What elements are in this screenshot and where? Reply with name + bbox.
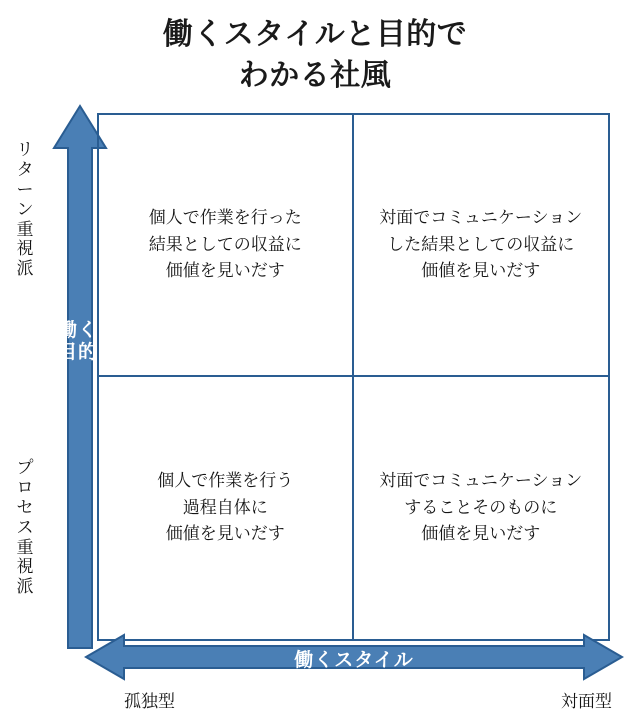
v-top-char-2: ー (16, 179, 34, 199)
quadrant-top-right-line-1: 対面でコミュニケーション (379, 208, 583, 228)
vertical-axis-bottom-label (12, 458, 38, 597)
quadrant-matrix (97, 113, 610, 641)
quadrant-bottom-right-line-3: 価値を見いだす (421, 524, 541, 544)
horizontal-axis-right-label: 対面型 (561, 692, 612, 711)
v-top-char-3: ン (16, 199, 34, 219)
v-top-char-6: 派 (16, 259, 34, 279)
v-top-char-4: 重 (16, 219, 34, 239)
v-top-char-5: 視 (16, 239, 34, 259)
quadrant-bottom-right (354, 377, 609, 639)
quadrant-top-right (354, 115, 609, 377)
vertical-axis-inner-label-line-1: 働く (57, 320, 98, 341)
v-bottom-char-4: 重 (16, 537, 34, 557)
quadrant-bottom-right-line-2: することそのものに (404, 497, 558, 517)
quadrant-bottom-left (99, 377, 354, 639)
v-bottom-char-0: プ (16, 458, 34, 477)
page-title (0, 14, 630, 97)
v-top-char-1: タ (16, 159, 34, 179)
v-bottom-char-5: 視 (16, 557, 34, 577)
v-bottom-char-1: ロ (16, 477, 34, 497)
quadrant-bottom-left-line-2: 過程自体に (182, 497, 268, 517)
v-bottom-char-2: セ (16, 497, 34, 517)
quadrant-bottom-right-line-1: 対面でコミュニケーション (379, 471, 583, 491)
v-bottom-char-6: 派 (16, 577, 34, 597)
quadrant-top-left (99, 115, 354, 377)
quadrant-top-left-line-1: 個人で作業を行った (148, 208, 302, 228)
quadrant-top-left-line-3: 価値を見いだす (165, 261, 285, 281)
v-top-char-0: リ (16, 140, 34, 159)
horizontal-axis-left-label: 孤独型 (124, 692, 175, 711)
quadrant-bottom-left-line-3: 価値を見いだす (165, 524, 285, 544)
horizontal-axis-inner-label: 働くスタイル (294, 650, 414, 671)
title-line-2: わかる社風 (238, 59, 392, 93)
vertical-axis-inner-label (55, 320, 101, 365)
vertical-axis-inner-label-line-2: 目的 (57, 342, 98, 364)
vertical-axis-top-label (12, 140, 38, 279)
v-bottom-char-3: ス (16, 517, 34, 537)
title-line-1: 働くスタイルと目的で (162, 18, 468, 51)
quadrant-top-left-line-2: 結果としての収益に (148, 234, 302, 254)
quadrant-top-right-line-2: した結果としての収益に (387, 234, 575, 254)
quadrant-bottom-left-line-1: 個人で作業を行う (157, 471, 294, 491)
quadrant-top-right-line-3: 価値を見いだす (421, 261, 541, 281)
